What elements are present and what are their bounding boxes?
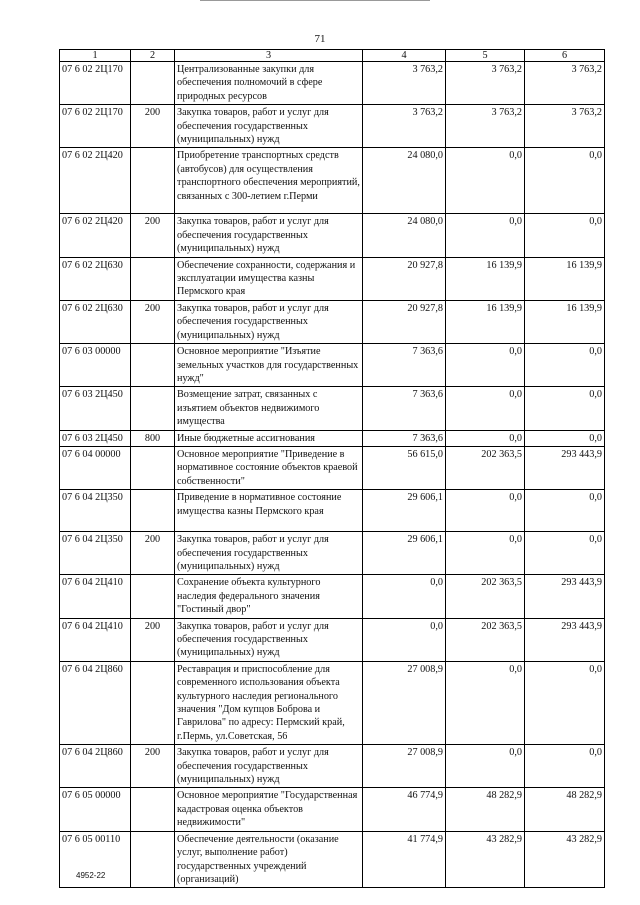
row-name: Основное мероприятие "Государственная кадастровая оценка объектов недвижимости"	[175, 788, 363, 831]
row-value-col4: 0,0	[363, 575, 446, 618]
row-expense-type	[131, 148, 175, 214]
table-row	[60, 148, 605, 214]
page-number: 71	[314, 33, 326, 45]
row-value-col5: 0,0	[446, 745, 525, 788]
row-name: Закупка товаров, работ и услуг для обеспечения государственных (муниципальных) нужд	[175, 618, 363, 661]
row-code: 07 6 03 00000	[60, 344, 131, 387]
row-value-col5: 0,0	[446, 387, 525, 430]
column-header-2: 2	[131, 50, 175, 62]
row-value-col5: 0,0	[446, 490, 525, 532]
row-name: Централизованные закупки для обеспечения полномочий в сфере природных ресурсов	[175, 62, 363, 105]
row-name: Обеспечение сохранности, содержания и эксплуатации имущества казны Пермского края	[175, 257, 363, 300]
row-code: 07 6 04 2Ц860	[60, 745, 131, 788]
row-value-col6: 0,0	[525, 661, 605, 744]
row-code: 07 6 02 2Ц420	[60, 148, 131, 214]
row-expense-type	[131, 788, 175, 831]
row-name: Приведение в нормативное состояние имущества казны Пермского края	[175, 490, 363, 532]
row-name: Закупка товаров, работ и услуг для обеспечения государственных (муниципальных) нужд	[175, 300, 363, 343]
row-value-col4: 0,0	[363, 618, 446, 661]
row-value-col6: 0,0	[525, 430, 605, 446]
row-code: 07 6 04 2Ц860	[60, 661, 131, 744]
row-value-col4: 29 606,1	[363, 490, 446, 532]
row-value-col4: 24 080,0	[363, 148, 446, 214]
row-code: 07 6 02 2Ц170	[60, 105, 131, 148]
row-expense-type	[131, 490, 175, 532]
row-value-col4: 7 363,6	[363, 430, 446, 446]
row-value-col5: 202 363,5	[446, 446, 525, 489]
row-name: Сохранение объекта культурного наследия федерального значения "Гостиный двор"	[175, 575, 363, 618]
table-row	[60, 831, 605, 888]
row-value-col6: 0,0	[525, 387, 605, 430]
row-code: 07 6 04 2Ц350	[60, 532, 131, 575]
row-expense-type	[131, 831, 175, 888]
column-header-6: 6	[525, 50, 605, 62]
table-row	[60, 344, 605, 387]
row-value-col4: 56 615,0	[363, 446, 446, 489]
row-expense-type	[131, 575, 175, 618]
row-name: Закупка товаров, работ и услуг для обеспечения государственных (муниципальных) нужд	[175, 105, 363, 148]
row-value-col6: 293 443,9	[525, 575, 605, 618]
row-code: 07 6 02 2Ц630	[60, 300, 131, 343]
row-value-col5: 0,0	[446, 661, 525, 744]
row-expense-type: 200	[131, 300, 175, 343]
table-row	[60, 430, 605, 446]
row-expense-type	[131, 661, 175, 744]
row-value-col6: 16 139,9	[525, 257, 605, 300]
row-value-col5: 0,0	[446, 344, 525, 387]
row-value-col4: 27 008,9	[363, 745, 446, 788]
row-name: Основное мероприятие "Приведение в нормативное состояние объектов краевой собственности"	[175, 446, 363, 489]
header-row	[60, 50, 605, 62]
top-rule	[200, 0, 430, 1]
row-value-col6: 3 763,2	[525, 105, 605, 148]
row-value-col4: 29 606,1	[363, 532, 446, 575]
table-row	[60, 490, 605, 532]
row-value-col5: 3 763,2	[446, 62, 525, 105]
row-code: 07 6 02 2Ц170	[60, 62, 131, 105]
row-value-col4: 20 927,8	[363, 257, 446, 300]
column-header-3: 3	[175, 50, 363, 62]
row-expense-type	[131, 257, 175, 300]
row-value-col4: 46 774,9	[363, 788, 446, 831]
row-value-col6: 293 443,9	[525, 618, 605, 661]
table-row	[60, 387, 605, 430]
row-value-col5: 48 282,9	[446, 788, 525, 831]
row-name: Обеспечение деятельности (оказание услуг, выполнение работ) государственных учреждений (организаций)	[175, 831, 363, 888]
row-name: Приобретение транспортных средств (автобусов) для осуществления транспортного обеспечения мероприятий, связанных с 300-летием г.Перми	[175, 148, 363, 214]
row-value-col6: 0,0	[525, 532, 605, 575]
row-expense-type	[131, 446, 175, 489]
row-value-col6: 16 139,9	[525, 300, 605, 343]
table-row	[60, 618, 605, 661]
row-expense-type: 200	[131, 745, 175, 788]
row-value-col5: 0,0	[446, 430, 525, 446]
row-value-col4: 27 008,9	[363, 661, 446, 744]
row-value-col5: 43 282,9	[446, 831, 525, 888]
row-expense-type: 200	[131, 105, 175, 148]
row-value-col4: 20 927,8	[363, 300, 446, 343]
table-row	[60, 257, 605, 300]
column-header-1: 1	[60, 50, 131, 62]
row-code: 07 6 03 2Ц450	[60, 430, 131, 446]
table-row	[60, 788, 605, 831]
row-expense-type	[131, 387, 175, 430]
row-expense-type: 200	[131, 214, 175, 257]
row-code: 07 6 04 2Ц350	[60, 490, 131, 532]
row-expense-type: 800	[131, 430, 175, 446]
table-row	[60, 300, 605, 343]
row-expense-type	[131, 344, 175, 387]
table-row	[60, 105, 605, 148]
table-row	[60, 532, 605, 575]
row-value-col6: 0,0	[525, 344, 605, 387]
table-row	[60, 575, 605, 618]
table-row	[60, 62, 605, 105]
row-value-col6: 0,0	[525, 214, 605, 257]
table-row	[60, 446, 605, 489]
row-value-col5: 202 363,5	[446, 575, 525, 618]
table-row	[60, 661, 605, 744]
row-code: 07 6 04 00000	[60, 446, 131, 489]
row-code: 07 6 04 2Ц410	[60, 618, 131, 661]
row-code: 07 6 04 2Ц410	[60, 575, 131, 618]
table-row	[60, 214, 605, 257]
row-name: Возмещение затрат, связанных с изъятием объектов недвижимого имущества	[175, 387, 363, 430]
row-value-col4: 41 774,9	[363, 831, 446, 888]
row-value-col4: 3 763,2	[363, 62, 446, 105]
row-code: 07 6 02 2Ц420	[60, 214, 131, 257]
row-value-col5: 0,0	[446, 214, 525, 257]
row-value-col6: 43 282,9	[525, 831, 605, 888]
row-name: Иные бюджетные ассигнования	[175, 430, 363, 446]
row-value-col6: 0,0	[525, 490, 605, 532]
column-header-4: 4	[363, 50, 446, 62]
row-value-col6: 0,0	[525, 745, 605, 788]
row-code: 07 6 02 2Ц630	[60, 257, 131, 300]
row-expense-type	[131, 62, 175, 105]
row-value-col4: 7 363,6	[363, 387, 446, 430]
column-header-5: 5	[446, 50, 525, 62]
row-value-col5: 3 763,2	[446, 105, 525, 148]
row-value-col5: 202 363,5	[446, 618, 525, 661]
row-value-col6: 0,0	[525, 148, 605, 214]
document-id: 4952-22	[76, 871, 106, 880]
row-name: Закупка товаров, работ и услуг для обеспечения государственных (муниципальных) нужд	[175, 214, 363, 257]
row-value-col6: 3 763,2	[525, 62, 605, 105]
row-name: Закупка товаров, работ и услуг для обеспечения государственных (муниципальных) нужд	[175, 532, 363, 575]
row-code: 07 6 05 00110	[60, 831, 131, 888]
row-value-col4: 7 363,6	[363, 344, 446, 387]
row-value-col4: 24 080,0	[363, 214, 446, 257]
row-name: Реставрация и приспособление для современного использования объекта культурного наследия регионального значения "Дом купцов Боброва и Гаврилова" по адресу: Пермский край, г.Пермь, ул.Советская, 56	[175, 661, 363, 744]
row-expense-type: 200	[131, 532, 175, 575]
budget-table	[59, 49, 605, 888]
row-value-col6: 293 443,9	[525, 446, 605, 489]
table-row	[60, 745, 605, 788]
row-name: Закупка товаров, работ и услуг для обеспечения государственных (муниципальных) нужд	[175, 745, 363, 788]
row-value-col4: 3 763,2	[363, 105, 446, 148]
row-code: 07 6 03 2Ц450	[60, 387, 131, 430]
row-value-col5: 0,0	[446, 532, 525, 575]
row-value-col5: 0,0	[446, 148, 525, 214]
row-name: Основное мероприятие "Изъятие земельных участков для государственных нужд"	[175, 344, 363, 387]
row-expense-type: 200	[131, 618, 175, 661]
row-value-col6: 48 282,9	[525, 788, 605, 831]
row-value-col5: 16 139,9	[446, 300, 525, 343]
row-value-col5: 16 139,9	[446, 257, 525, 300]
row-code: 07 6 05 00000	[60, 788, 131, 831]
